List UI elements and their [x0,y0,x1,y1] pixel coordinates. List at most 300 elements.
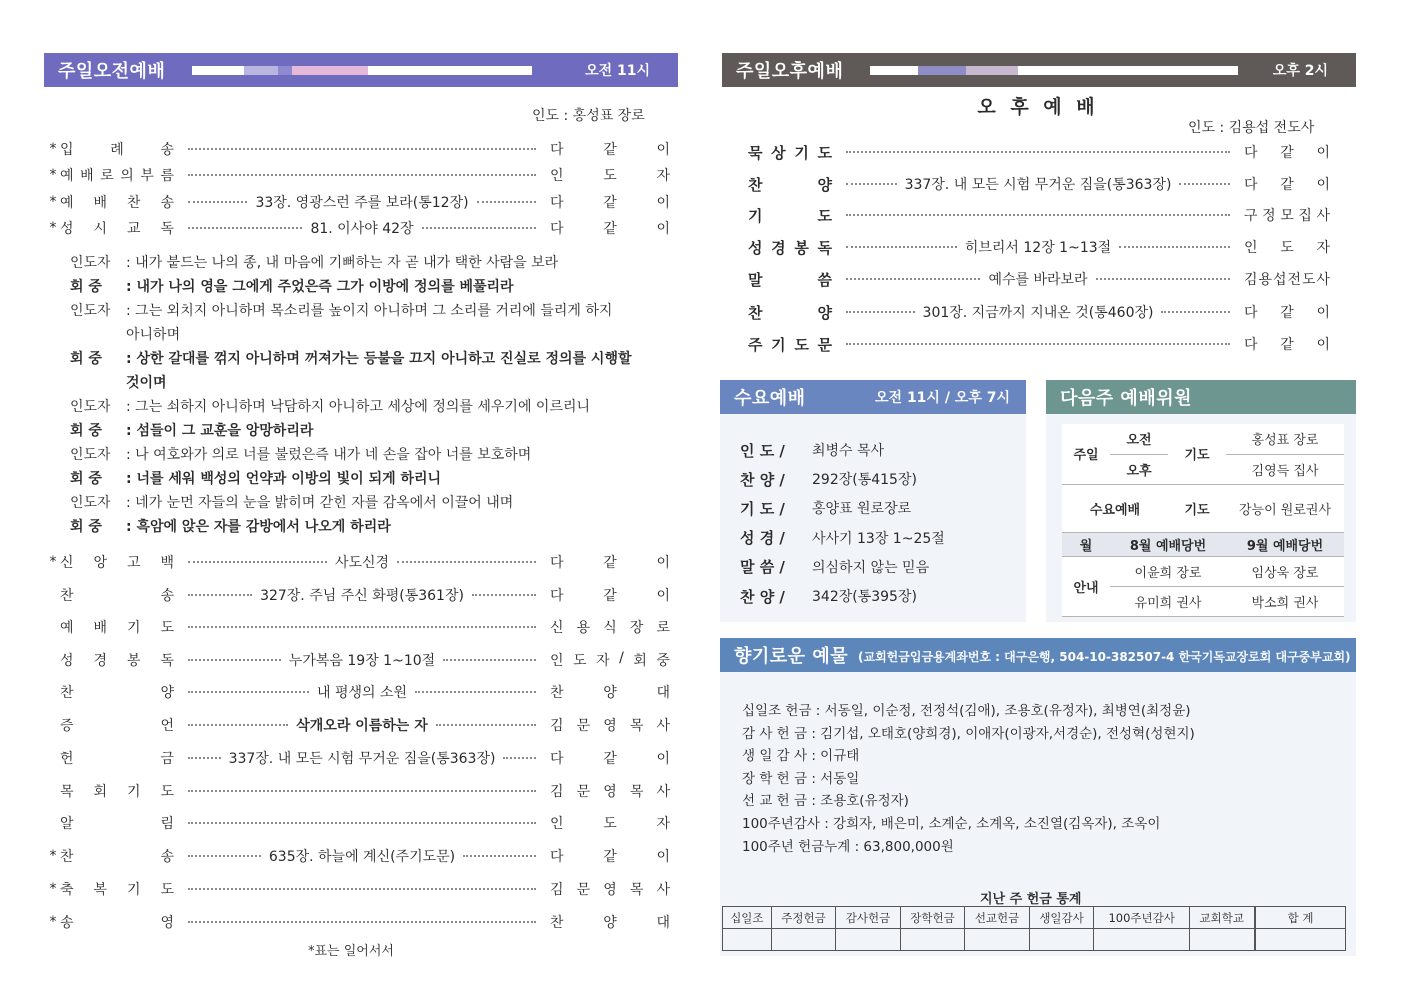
responsible-char: 이 [1316,305,1330,321]
nw-pm-person: 김영득 집사 [1226,454,1344,484]
order-responsible [1244,205,1330,225]
order-middle [182,585,542,605]
reading-text: : 너를 세워 백성의 언약과 이방의 빛이 되게 하리니 [126,471,442,487]
responsible-char: 영 [603,784,617,800]
responsible-char: 이 [656,849,670,865]
label-char: 복 [93,882,108,898]
leader-dots [436,724,536,726]
responsible-char: / [619,650,624,666]
nw-am-person: 홍성표 장로 [1226,424,1344,454]
afternoon-order-item [748,140,1330,164]
order-responsible [1244,174,1330,194]
leader-dots [1179,183,1230,185]
responsible-char: 다 [550,555,564,571]
order-responsible [550,912,670,932]
responsible-char: 영 [603,882,617,898]
order-responsible [550,650,670,670]
label-char: 도 [794,335,809,354]
label-char: 독 [160,221,174,237]
label-char: 시 [93,221,108,237]
order-detail: 33장. 영광스런 주를 보라(통12장) [255,195,469,211]
responsible-char: 문 [576,882,591,898]
responsible-char: 같 [1280,305,1294,321]
responsible-char: 양 [603,685,617,701]
responsible-char: 구 [1244,208,1258,224]
responsible-char: 섭 [1272,272,1287,288]
order-label [60,715,174,735]
label-char: 도 [160,784,174,800]
label-char: 고 [126,555,141,571]
leader-dots [846,214,1230,216]
wednesday-item [740,496,911,520]
order-responsible [1244,302,1330,322]
label-char: 독 [817,238,832,257]
label-char: 성 [60,221,74,237]
morning-order-item [46,217,670,239]
stats-header-cell: 교회학교 [1190,907,1255,929]
reading-text: : 내가 붙드는 나의 종, 내 마음에 기뻐하는 자 곧 내가 택한 사람을 보라 [126,255,559,271]
reading-speaker: 인도자 [70,303,111,319]
nextweek-title: 다음주 예배위원 [1060,388,1192,409]
morning-order-item [46,681,670,703]
responsible-char: 다 [1244,337,1258,353]
reading-speaker: 회 중 [70,279,102,295]
morning-title: 주일오전예배 [58,61,166,82]
reading-line [70,347,670,371]
afternoon-time: 오후 2시 [1272,63,1328,79]
order-responsible [550,192,670,212]
order-detail: 337장. 내 모든 시험 무거운 짐을(통363장) [904,177,1172,193]
order-middle [182,748,542,768]
leader-dots [188,888,536,890]
order-middle [182,715,542,735]
responsible-char: 다 [1244,145,1258,161]
label-char: 백 [160,555,174,571]
responsible-char: 다 [550,221,564,237]
reading-speaker: 인도자 [70,399,111,415]
wednesday-label: 인 도 / [740,441,785,460]
label-char: 송 [160,142,174,158]
nw-wed-person: 강능이 원로권사 [1226,484,1344,532]
responsible-char: 사 [1316,272,1330,288]
order-responsible [550,139,670,159]
label-char: 금 [160,751,174,767]
label-char: 찬 [126,195,141,211]
leader-dots [188,724,288,726]
offering-line: 100주년감사 : 강희자, 배은미, 소계순, 소계옥, 소진열(김옥자), 조옥이 [742,816,1161,832]
stats-value-cell [771,929,836,951]
responsible-char: 이 [656,195,670,211]
responsible-char: 도 [603,816,617,832]
order-responsible [550,617,670,637]
order-label [60,552,174,572]
order-responsible [550,879,670,899]
leader-dots [188,626,536,628]
leader-dots [188,691,309,693]
offering-line: 선 교 헌 금 : 조용호(유정자) [742,793,909,810]
label-char: 신 [60,555,74,571]
responsible-char: 식 [603,620,617,636]
responsible-char: 자 [596,653,610,669]
label-char: 예 [60,168,74,184]
morning-order-item [46,164,670,186]
label-char: 예 [60,620,74,636]
responsible-char: 같 [603,588,617,604]
responsible-char: 도 [573,653,587,669]
morning-order-item [46,845,670,867]
order-label [60,192,174,212]
order-responsible [1244,142,1330,162]
order-responsible [550,715,670,735]
label-char: 문 [817,335,832,354]
leader-dots [188,757,221,759]
leader-dots [188,174,536,176]
afternoon-order-item [748,300,1330,324]
label-char: 봉 [794,238,809,257]
morning-order-item [46,191,670,213]
order-label [748,334,832,355]
offering-account: (교회헌금입금용계좌번호 : 대구은행, 504-10-382507-4 한국기독교장로회 대구중부교회) [858,650,1351,664]
reading-speaker: 인도자 [70,255,111,271]
reading-text: : 섬들이 그 교훈을 앙망하리라 [126,423,314,439]
leader-dots [415,691,536,693]
wednesday-label: 찬 양 / [740,470,785,489]
afternoon-leader: 인도 : 김용섭 전도사 [1188,120,1315,136]
morning-header-stripes [192,66,532,75]
order-middle [182,682,542,702]
responsible-char: 김 [1244,272,1258,288]
responsive-reading [70,251,670,539]
wednesday-value: 사사기 13장 1~25절 [812,530,945,547]
label-char: 주 [748,335,763,354]
label-char: 찬 [60,849,74,865]
stats-header-cell: 100주년감사 [1094,907,1190,929]
offering-title: 향기로운 예물 [734,646,849,667]
order-detail: 사도신경 [334,555,390,571]
morning-order-item [46,138,670,160]
order-label [60,682,174,702]
label-char: 경 [771,238,786,257]
order-label [60,846,174,866]
order-detail: 내 평생의 소원 [316,685,408,701]
order-middle [840,302,1236,322]
afternoon-header [722,53,1356,87]
reading-line [70,515,670,539]
morning-leader: 인도 : 홍성표 장로 [532,108,645,124]
responsible-char: 인 [550,653,564,669]
order-label [60,813,174,833]
nw-sep1: 임상욱 장로 [1226,556,1344,586]
standing-note: *표는 일어서서 [308,944,394,959]
label-char: 독 [160,653,174,669]
standing-mark: * [49,554,57,570]
label-char: 목 [60,784,74,800]
stats-value-cell [836,929,901,951]
wednesday-label: 성 경 / [740,529,785,548]
leader-dots [846,343,1230,345]
standing-mark: * [49,167,57,183]
responsible-char: 다 [550,588,564,604]
order-label [60,218,174,238]
responsible-char: 로 [656,620,670,636]
reading-line [70,275,670,299]
order-label [748,174,832,195]
nw-aug2: 유미희 권사 [1110,586,1226,616]
wednesday-value: 292장(통415장) [812,472,917,489]
morning-order-item [46,584,670,606]
responsible-char: 김 [550,784,564,800]
label-char: 기 [748,206,763,225]
responsible-char: 같 [603,195,617,211]
stats-value-cell [900,929,965,951]
label-char: 의 [120,168,134,184]
wednesday-label: 찬 양 / [740,587,785,606]
label-char: 양 [817,175,832,194]
responsible-char: 사 [656,882,670,898]
order-detail: 301장. 지금까지 지내온 것(통460장) [922,305,1154,321]
responsible-char: 다 [550,195,564,211]
offering-line: 100주년 헌금누계 : 63,800,000원 [742,838,954,855]
reading-text: : 흑암에 앉은 자를 감방에서 나오게 하리라 [126,519,391,535]
leader-dots [188,148,536,150]
stats-value-cell [1256,929,1346,951]
responsible-char: 인 [550,816,564,832]
morning-order-item [46,911,670,933]
label-char: 앙 [93,555,108,571]
responsible-char: 도 [603,168,617,184]
order-responsible [1244,237,1330,257]
order-responsible [550,813,670,833]
order-middle [182,822,542,824]
responsible-char: 양 [603,915,617,931]
responsible-char: 정 [1262,208,1276,224]
responsible-char: 목 [629,882,644,898]
morning-order-item [46,616,670,638]
nw-prayer: 기도 [1168,424,1226,484]
responsible-char: 같 [1280,177,1294,193]
label-char: 름 [160,168,174,184]
order-label [60,165,174,185]
label-char: 회 [93,784,108,800]
label-char: 기 [126,784,141,800]
responsible-char: 이 [656,221,670,237]
order-detail: 337장. 내 모든 시험 무거운 짐을(통363장) [228,751,496,767]
reading-continuation: 아니하며 [126,327,181,343]
order-middle [182,921,542,923]
responsible-char: 회 [633,653,647,669]
wednesday-item [740,467,917,491]
order-middle [182,888,542,890]
order-detail: 635장. 하늘에 계신(주기도문) [268,849,456,865]
responsible-char: 같 [1280,145,1294,161]
order-responsible [550,165,670,185]
label-char: 찬 [60,588,74,604]
order-detail: 예수를 바라보라 [988,272,1088,288]
label-char: 찬 [748,175,763,194]
responsible-char: 다 [550,142,564,158]
responsible-char: 다 [550,849,564,865]
label-char: 도 [817,143,832,162]
responsible-char: 자 [1316,240,1330,256]
leader-dots [846,183,897,185]
label-char: 알 [60,816,74,832]
order-middle [840,151,1236,153]
responsible-char: 다 [550,751,564,767]
leader-dots [472,594,536,596]
wednesday-value: 의심하지 않는 믿음 [812,559,930,576]
order-middle [182,192,542,212]
nw-guide: 안내 [1062,556,1110,616]
order-label [748,205,832,226]
label-char: 양 [160,685,174,701]
nextweek-header [1046,380,1356,414]
label-char: 례 [110,142,124,158]
responsible-char: 사 [656,784,670,800]
order-label [60,617,174,637]
reading-line [70,251,670,275]
reading-line [70,443,670,467]
wednesday-item [740,438,884,462]
morning-time: 오전 11시 [585,63,650,79]
reading-speaker: 회 중 [70,471,102,487]
morning-order-item [46,747,670,769]
reading-text: : 나 여호와가 의로 너를 불렀은즉 내가 네 손을 잡아 너를 보호하며 [126,447,532,463]
responsible-char: 이 [656,142,670,158]
wednesday-label: 기 도 / [740,499,785,518]
leader-dots [463,855,536,857]
responsible-char: 사 [1316,208,1330,224]
order-label [60,781,174,801]
nw-aug1: 이윤희 장로 [1110,556,1226,586]
responsible-char: 용 [576,620,591,636]
order-middle [182,218,542,238]
leader-dots [188,855,261,857]
responsible-char: 자 [656,168,670,184]
order-responsible [550,682,670,702]
label-char: 배 [93,620,108,636]
order-responsible [550,585,670,605]
order-detail: 81. 이사야 42장 [310,221,414,237]
nextweek-table [1062,424,1344,617]
nw-am: 오전 [1110,424,1168,454]
wednesday-time: 오전 11시 / 오후 7시 [875,390,1010,406]
responsible-char: 찬 [550,685,564,701]
order-detail: 히브리서 12장 1~13절 [964,240,1112,256]
leader-dots [188,822,536,824]
afternoon-order-item [748,172,1330,196]
responsible-char: 이 [1316,337,1330,353]
afternoon-subtitle: 오 후 예 배 [977,96,1099,118]
reading-speaker: 회 중 [70,351,102,367]
order-middle [182,174,542,176]
morning-header [44,53,678,87]
label-char: 송 [160,588,174,604]
reading-speaker: 회 중 [70,423,102,439]
responsible-char: 같 [603,849,617,865]
afternoon-header-stripes [870,66,1238,75]
wednesday-value: 최병수 목사 [812,443,885,459]
leader-dots [188,561,327,563]
label-char: 증 [60,718,74,734]
label-char: 영 [160,915,174,931]
responsible-char: 목 [629,718,644,734]
nw-month: 월 [1062,532,1110,556]
label-char: 기 [794,143,809,162]
responsible-char: 모 [1280,208,1294,224]
label-char: 찬 [60,685,74,701]
offering-line: 장 학 헌 금 : 서동일 [742,770,860,787]
label-char: 림 [160,816,174,832]
label-char: 송 [160,195,174,211]
label-char: 도 [817,206,832,225]
responsible-char: 이 [1316,145,1330,161]
responsible-char: 이 [656,751,670,767]
stats-title: 지난 주 헌금 통계 [980,892,1082,907]
responsible-char: 목 [629,784,644,800]
order-middle [840,214,1236,216]
responsible-char: 같 [603,221,617,237]
reading-speaker: 인도자 [70,495,111,511]
offering-stats-table [722,906,1346,951]
label-char: 말 [748,270,763,289]
reading-line [70,395,670,419]
responsible-char: 인 [1244,240,1258,256]
reading-continuation: 것이며 [126,375,167,391]
standing-mark: * [49,220,57,236]
reading-line [70,419,670,443]
responsible-char: 다 [1244,177,1258,193]
label-char: 로 [100,168,114,184]
stats-header-cell: 생일감사 [1029,907,1094,929]
leader-dots [1119,246,1230,248]
leader-dots [188,227,302,229]
stats-value-cell [1029,929,1094,951]
standing-mark: * [49,194,57,210]
responsible-char: 같 [603,142,617,158]
nw-sunday: 주일 [1062,424,1110,484]
responsible-char: 같 [1280,337,1294,353]
label-char: 부 [140,168,154,184]
label-char: 성 [60,653,74,669]
responsible-char: 신 [550,620,564,636]
afternoon-order-item [748,332,1330,356]
leader-dots [1161,311,1230,313]
order-responsible [1244,334,1330,354]
responsible-char: 용 [1258,272,1273,288]
leader-dots [846,151,1230,153]
morning-order-item [46,812,670,834]
morning-order-item [46,551,670,573]
responsible-char: 사 [656,718,670,734]
leader-dots [503,757,536,759]
nw-pm: 오후 [1110,454,1168,484]
label-char: 송 [160,849,174,865]
offering-line: 감 사 헌 금 : 김기섭, 오태호(양희경), 이애자(이광자,서경순), 전성혁(성현지) [742,725,1195,742]
responsible-char: 문 [576,784,591,800]
responsible-char: 찬 [550,915,564,931]
responsible-char: 대 [656,915,670,931]
label-char: 헌 [60,751,74,767]
wednesday-value: 홍양표 원로장로 [812,501,912,518]
label-char: 씀 [817,270,832,289]
responsible-char: 도 [1280,240,1294,256]
leader-dots [188,659,281,661]
label-char: 배 [93,195,108,211]
stats-header-cell: 십일조 [723,907,772,929]
responsible-char: 이 [656,555,670,571]
stats-value-cell [723,929,772,951]
order-detail: 327장. 주님 주신 화평(통361장) [260,588,464,604]
